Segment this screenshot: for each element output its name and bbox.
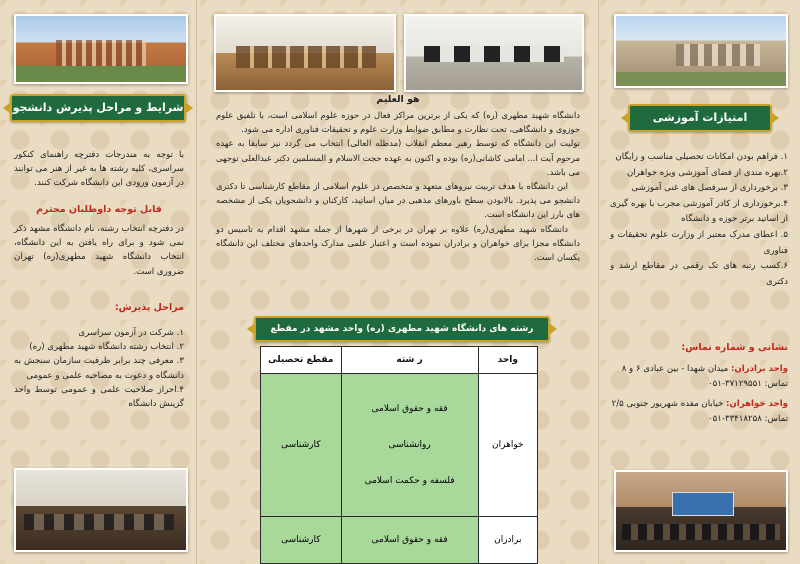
table-cell-unit: خواهران bbox=[478, 374, 537, 517]
middle-panel bbox=[196, 0, 598, 564]
majors-table-title: رشته های دانشگاه شهید مطهری (ره) واحد مشهد در مقطع bbox=[254, 316, 550, 342]
step-item: ۲. انتخاب رشته دانشگاه شهید مطهری (ره) bbox=[29, 342, 184, 353]
contact-title: نشانی و شماره تماس: bbox=[681, 342, 788, 353]
major-name: فقه و حقوق اسلامی bbox=[371, 535, 448, 545]
benefits-list bbox=[610, 150, 788, 290]
classroom-photo bbox=[14, 468, 188, 552]
table-header-major: ر شته bbox=[341, 347, 478, 374]
intro-paragraph: این دانشگاه با هدف تربیت نیروهای متعهد و متخصص در علوم اسلامی از مقاطع کارشناسی تا دکتری دانشجو می پذیرد. بالابودن سطح باورهای مذهبی در میان اساتید، کارکنان و دانشجویان یکی از مشخصه های بارز این دانشگاه است. bbox=[216, 181, 580, 220]
table-header-degree: مقطع تحصیلی bbox=[261, 347, 342, 374]
notice-title: قابل توجه داوطلبان محترم bbox=[36, 204, 162, 215]
major-name: فقه و حقوق اسلامی bbox=[371, 404, 448, 414]
sisters-address: خیابان مفده شهریور جنوبی ۲/۵ bbox=[611, 399, 724, 410]
benefit-item: ۶.کسب رتبه های تک رقمی در مقاطع ارشد و دکتری bbox=[610, 261, 788, 287]
intro-paragraphs bbox=[216, 108, 580, 264]
middle-heading: هو العلیم bbox=[376, 94, 420, 105]
library-photo bbox=[214, 14, 396, 92]
intro-paragraph: دانشگاه شهید مطهری (ره) که یکی از برترین مراکز فعال در حوزه علوم اسلامی است، با تلفیق علوم حوزوی و دانشگاهی، تحت نظارت و مطابق ضوابط وزارت علوم و تحقیقات فناوری اداره می شود. bbox=[216, 110, 580, 135]
steps-title: مراحل پذیرش: bbox=[114, 302, 184, 313]
campus-courtyard-photo bbox=[614, 14, 788, 88]
step-item: ۳. معرفی چند برابر ظرفیت سازمان سنجش به دانشگاه و دعوت به مصاحبه علمی و عمومی bbox=[14, 356, 184, 381]
brothers-address: میدان شهدا - بین عبادی ۶ و ۸ bbox=[621, 364, 729, 374]
major-name: روانشناسی bbox=[388, 440, 431, 450]
sisters-phone: تماس: ۳۳۴۱۸۲۵۸-۰۵۱ bbox=[707, 413, 788, 424]
notice-text: در دفترچه انتخاب رشته، نام دانشگاه مشهد ذکر نمی شود و برای راه یافتن به این دانشگاه، انتخاب دانشگاه شهید مطهری(ره) تهران ضروری است. bbox=[14, 224, 184, 277]
contact-info bbox=[610, 362, 788, 426]
benefit-item: ۵. اعطای مدرک معتبر از وزارت علوم تحقیقات و فناوری bbox=[610, 229, 788, 256]
table-header-unit: واحد bbox=[478, 347, 537, 374]
admission-intro: با توجه به مندرجات دفترچه راهنمای کنکور سراسری، کلیه رشته ها به غیر از هنر می توانند در آزمون ورودی این دانشگاه شرکت کنند. bbox=[14, 150, 184, 189]
benefit-item: ۱. فراهم بودن امکانات تحصیلی مناسب و رایگان bbox=[615, 152, 788, 162]
major-name: فلسفه و حکمت اسلامی bbox=[364, 476, 455, 486]
sisters-label: واحد خواهران: bbox=[726, 399, 788, 410]
benefit-item: ۴.برخورداری از کادر آموزشی مجرب با بهره گیری از اساتید برتر حوزه و دانشگاه bbox=[610, 198, 788, 225]
table-row bbox=[261, 374, 538, 517]
university-building-photo bbox=[14, 14, 188, 84]
table-cell-majors bbox=[341, 517, 478, 564]
step-item: ۱. شرکت در آزمون سراسری bbox=[78, 328, 184, 338]
intro-paragraph: دانشگاه شهید مطهری(ره) علاوه بر تهران در برخی از شهرها از جمله مشهد اقدام به تاسیس دو دانشگاه مجزا برای خواهران و برادران نموده است و اعتبار علمی مدارک واحدهای مختلف این دانشگاه یکسان است. bbox=[216, 223, 580, 263]
admission-title-ribbon: شرایط و مراحل پذیرش دانشجو bbox=[10, 94, 186, 122]
intro-paragraph: تولیت این دانشگاه که توسط رهبر معظم انقلاب (مدظله العالی) انتخاب می گردد نیز سابقا به عهده مرحوم آیت ا... امامی کاشانی(ره) بوده و اکنون به عهده حجت الاسلام و المسلمین دکتر عبدالعلی توجهی می باشد. bbox=[216, 138, 580, 177]
step-item: ۴.احراز صلاحیت علمی و عمومی توسط واحد گزینش دانشگاه bbox=[14, 384, 184, 410]
steps-list bbox=[14, 326, 184, 411]
benefit-item: ۳. برخورداری از سرفصل های غنی آموزشی bbox=[631, 183, 788, 194]
conference-hall-photo bbox=[614, 470, 788, 552]
educational-benefits-ribbon: امتیازات آموزشی bbox=[628, 104, 772, 132]
table-row bbox=[261, 517, 538, 564]
table-cell-majors bbox=[341, 374, 478, 517]
left-panel bbox=[0, 0, 196, 564]
computer-lab-photo bbox=[404, 14, 584, 92]
benefit-item: ۲.بهره مندی از فضای آموزشی ویژه خواهران bbox=[626, 167, 788, 178]
table-cell-unit: برادران bbox=[478, 517, 537, 564]
majors-table bbox=[260, 346, 538, 564]
right-panel bbox=[598, 0, 800, 564]
brothers-label: واحد برادران: bbox=[730, 364, 788, 374]
brothers-phone: تماس: ۳۷۱۲۹۵۵۱-۰۵۱ bbox=[707, 378, 788, 389]
table-cell-degree: کارشناسی bbox=[261, 374, 342, 517]
table-cell-degree: کارشناسی bbox=[261, 517, 342, 564]
